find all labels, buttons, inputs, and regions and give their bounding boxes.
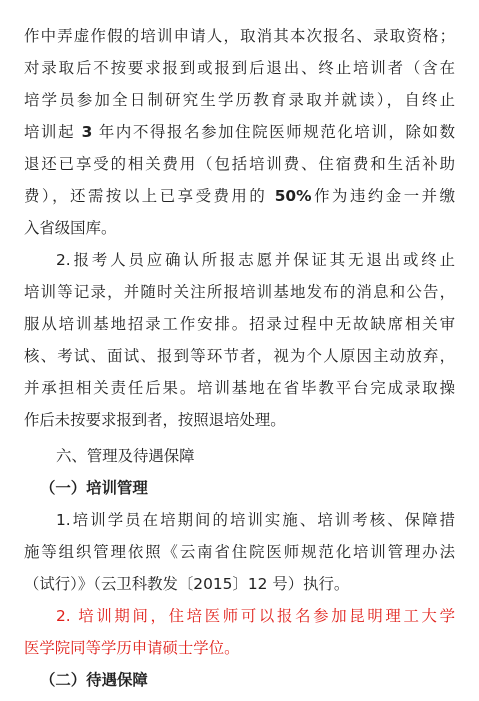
para2-line-6: 作后未按要求报到者，按照退培处理。: [24, 411, 286, 429]
para2-line-1: 2.报考人员应确认所报志愿并保证其无退出或终止: [56, 251, 455, 269]
para2-line-2: 培训等记录，并随时关注所报培训基地发布的消息和公告，: [24, 283, 455, 301]
section-6-heading: 六、管理及待遇保障: [56, 447, 195, 465]
emphasized-number: 3: [81, 123, 93, 141]
para1-line-1: 作中弄虚作假的培训申请人，取消其本次报名、录取资格；: [24, 27, 455, 45]
item1-line-3: （试行）》（云卫科教发〔2015〕12 号）执行。: [24, 575, 350, 593]
para1-line-2: 对录取后不按要求报到或报到后退出、终止培训者（含在: [24, 59, 455, 77]
para1-line-6: 费），还需按以上已享受费用的 50%作为违约金一并缴: [24, 187, 455, 205]
para1-line-3: 培学员参加全日制研究生学历教育录取并就读），自终止: [24, 91, 455, 109]
para2-line-5: 并承担相关责任后果。培训基地在省毕教平台完成录取操: [24, 379, 455, 397]
subsection-2-heading: （二）待遇保障: [40, 671, 148, 689]
para1-line-5: 退还已享受的相关费用（包括培训费、住宿费和生活补助: [24, 155, 455, 173]
para1-line-4: 培训起 3 年内不得报名参加住院医师规范化培训，除如数: [24, 123, 455, 141]
item1-line-1: 1.培训学员在培期间的培训实施、培训考核、保障措: [56, 511, 455, 529]
para2-line-3: 服从培训基地招录工作安排。招录过程中无故缺席相关审: [24, 315, 455, 333]
item2-line-1: 2. 培训期间，住培医师可以报名参加昆明理工大学: [56, 607, 455, 625]
para2-line-4: 核、考试、面试、报到等环节者，视为个人原因主动放弃，: [24, 347, 455, 365]
emphasized-number: 50%: [274, 187, 312, 205]
subsection-1-heading: （一）培训管理: [40, 479, 148, 497]
para1-line-7: 入省级国库。: [24, 219, 117, 237]
item2-line-2: 医学院同等学历申请硕士学位。: [24, 639, 240, 657]
item1-line-2: 施等组织管理依照《云南省住院医师规范化培训管理办法: [24, 543, 455, 561]
